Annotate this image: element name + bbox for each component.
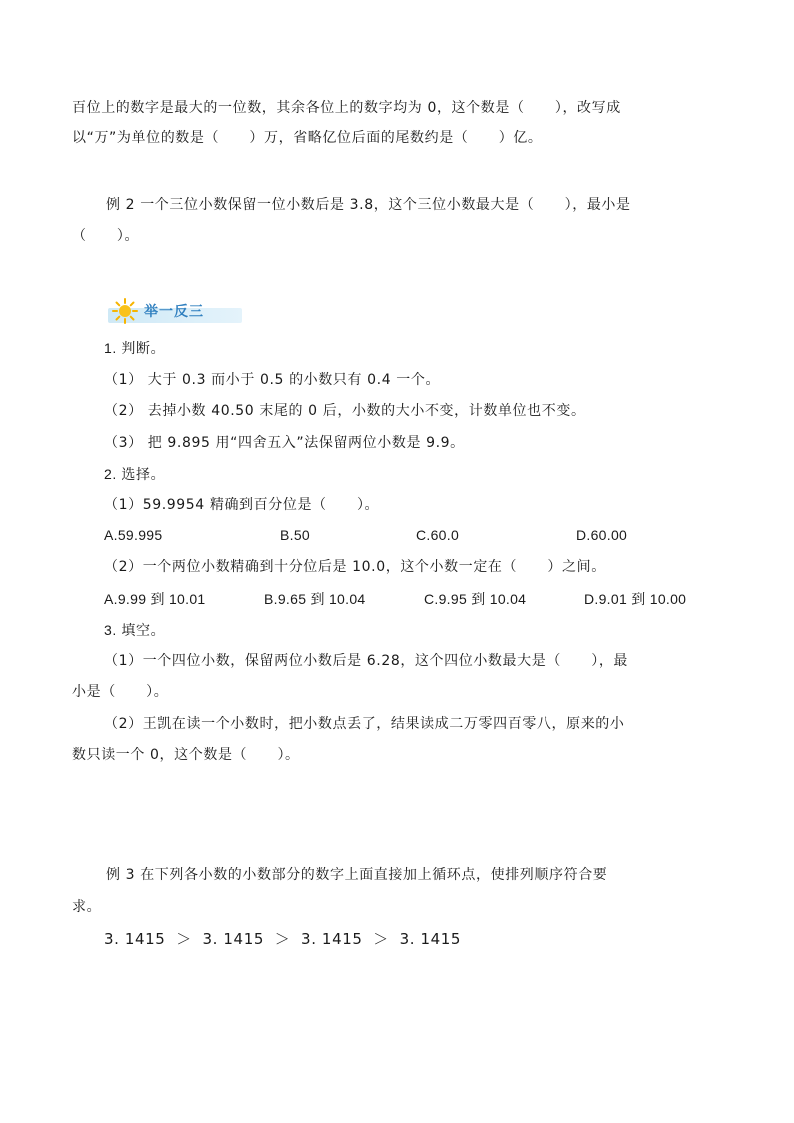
banner-label: 举一反三 xyxy=(144,304,204,320)
q2-title: 2. 选择。 xyxy=(104,466,166,482)
q3-sub-1-line-2: 小是（ ）。 xyxy=(72,684,169,700)
sun-icon xyxy=(112,298,138,324)
example-2-line-2: （ ）。 xyxy=(72,228,140,244)
example-2-line-1: 例 2 一个三位小数保留一位小数后是 3.8，这个三位小数最大是（ ），最小是 xyxy=(106,197,631,213)
option-d: D.60.00 xyxy=(576,527,628,543)
q1-title: 1. 判断。 xyxy=(104,340,166,356)
q3-sub-2-line-1: （2）王凯在读一个小数时，把小数点丢了，结果读成二万零四百零八，原来的小 xyxy=(104,716,625,732)
q2-sub-2-options xyxy=(104,589,724,607)
q1-item-1: （1） 大于 0.3 而小于 0.5 的小数只有 0.4 一个。 xyxy=(104,372,441,388)
example-3-line-2: 求。 xyxy=(72,899,102,915)
option-c: C.60.0 xyxy=(416,527,460,543)
option-b: B.50 xyxy=(280,527,310,543)
option-c: C.9.95 到 10.04 xyxy=(424,591,527,607)
q3-sub-1-line-1: （1）一个四位小数，保留两位小数后是 6.28，这个四位小数最大是（ ），最 xyxy=(104,653,629,669)
intro-line-2: 以“万”为单位的数是（ ）万，省略亿位后面的尾数约是（ ）亿。 xyxy=(72,130,543,146)
q2-sub-2: （2）一个两位小数精确到十分位后是 10.0，这个小数一定在（ ）之间。 xyxy=(104,559,606,575)
q1-item-3: （3） 把 9.895 用“四舍五入”法保留两位小数是 9.9。 xyxy=(104,435,465,451)
example-3-line-1: 例 3 在下列各小数的小数部分的数字上面直接加上循环点，使排列顺序符合要 xyxy=(106,867,608,883)
example-3-sequence: 3. 1415 ＞ 3. 1415 ＞ 3. 1415 ＞ 3. 1415 xyxy=(104,930,462,948)
section-banner xyxy=(104,298,242,324)
option-a: A.59.995 xyxy=(104,527,163,543)
intro-line-1: 百位上的数字是最大的一位数，其余各位上的数字均为 0，这个数是（ ），改写成 xyxy=(72,100,621,116)
q3-title: 3. 填空。 xyxy=(104,622,166,638)
q3-sub-2-line-2: 数只读一个 0，这个数是（ ）。 xyxy=(72,747,300,763)
option-a: A.9.99 到 10.01 xyxy=(104,591,206,607)
option-d: D.9.01 到 10.00 xyxy=(584,591,687,607)
q1-item-2: （2） 去掉小数 40.50 末尾的 0 后，小数的大小不变，计数单位也不变。 xyxy=(104,403,586,419)
q2-sub-1-options xyxy=(104,527,724,545)
option-b: B.9.65 到 10.04 xyxy=(264,591,366,607)
q2-sub-1: （1）59.9954 精确到百分位是（ ）。 xyxy=(104,497,380,513)
